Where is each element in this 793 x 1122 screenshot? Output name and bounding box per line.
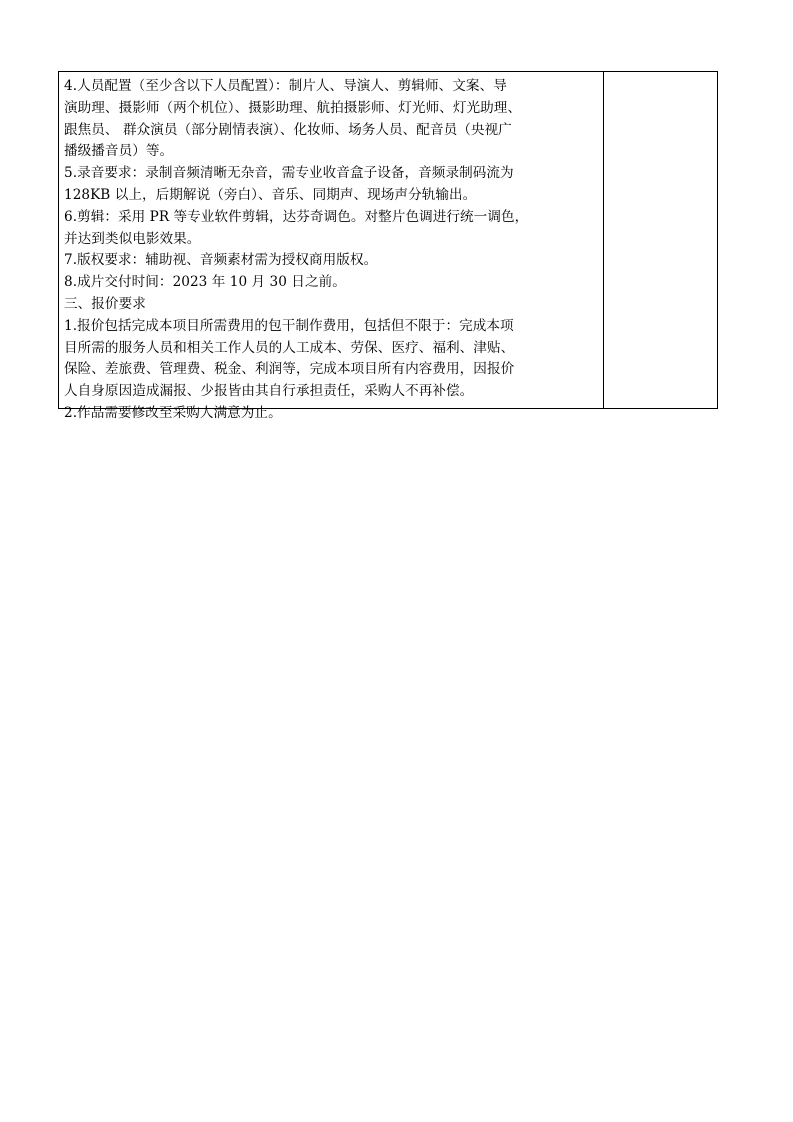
section-heading-quote: 三、报价要求: [64, 295, 146, 312]
text-line-quote-3: 保险、差旅费、管理费、税金、利润等，完成本项目所有内容费用，因报价: [64, 361, 515, 378]
text-line-personnel-3: 跟焦员、 群众演员（部分剧情表演）、化妆师、场务人员、配音员（央视广: [64, 121, 512, 138]
text-line-personnel-2: 演助理、摄影师（两个机位）、摄影助理、航拍摄影师、灯光师、灯光助理、: [64, 99, 522, 116]
text-line-quote-4: 人自身原因造成漏报、少报皆由其自行承担责任，采购人不再补偿。: [64, 383, 474, 400]
text-line-quote-2: 目所需的服务人员和相关工作人员的人工成本、劳保、医疗、福利、津贴、: [64, 339, 515, 356]
text-line-quote-1: 1.报价包括完成本项目所需费用的包干制作费用，包括但不限于：完成本项: [64, 317, 514, 334]
text-line-audio-1: 5.录音要求：录制音频清晰无杂音，需专业收音盒子设备，音频录制码流为: [64, 165, 514, 182]
text-line-editing-1: 6.剪辑：采用 PR 等专业软件剪辑，达芬奇调色。对整片色调进行统一调色，: [64, 208, 529, 225]
text-line-editing-2: 并达到类似电影效果。: [64, 230, 201, 247]
text-line-personnel-1: 4.人员配置（至少含以下人员配置）：制片人、导演人、剪辑师、文案、导: [64, 78, 507, 94]
empty-side-cell: [604, 72, 717, 408]
text-line-audio-2: 128KB 以上，后期解说（旁白）、音乐、同期声、现场声分轨输出。: [64, 186, 477, 203]
text-line-personnel-4: 播级播音员）等。: [64, 143, 174, 160]
text-line-delivery: 8.成片交付时间：2023 年 10 月 30 日之前。: [64, 274, 346, 291]
text-line-copyright: 7.版权要求：辅助视、音频素材需为授权商用版权。: [64, 252, 378, 269]
text-line-revision: 2.作品需要修改至采购人满意为止。: [64, 404, 282, 421]
requirements-table: [58, 71, 718, 421]
requirements-cell: [59, 72, 604, 421]
